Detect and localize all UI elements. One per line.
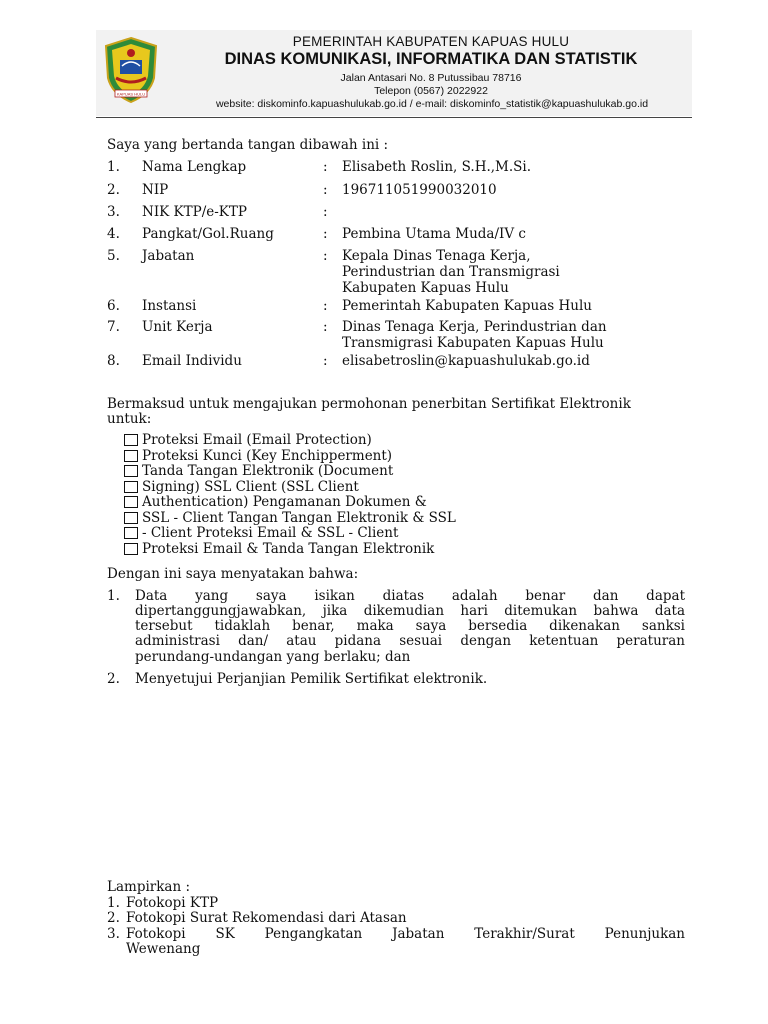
statement-line: tersebut tidaklah benar, maka saya bersedia dikenakan sanksi [135, 618, 685, 634]
option-label: Proteksi Kunci (Key Enchipperment) [142, 448, 393, 464]
field-label: NIK KTP/e-KTP [142, 204, 247, 220]
field-value: Kepala Dinas Tenaga Kerja, [342, 248, 531, 264]
field-colon: : [323, 226, 328, 242]
attachment-number: 3. [107, 926, 120, 942]
field-number: 8. [107, 353, 120, 369]
field-colon: : [323, 159, 328, 175]
field-colon: : [323, 353, 328, 369]
agency-website-email: website: diskominfo.kapuashulukab.go.id / e-mail: diskominfo_statistik@kapuashulukab.go.id [215, 98, 649, 110]
field-value: Pemerintah Kabupaten Kapuas Hulu [342, 298, 592, 314]
agency-address: Jalan Antasari No. 8 Putussibau 78716 [340, 72, 522, 84]
field-label: Instansi [142, 298, 197, 314]
field-value: Kabupaten Kapuas Hulu [342, 280, 509, 296]
statement-line: dipertanggungjawabkan, jika dikemudian hari ditemukan bahwa data [135, 603, 685, 619]
option-checkbox[interactable] [124, 481, 138, 493]
field-label: NIP [142, 182, 169, 198]
agency-phone: Telepon (0567) 2022922 [374, 85, 488, 97]
intro-text: Saya yang bertanda tangan dibawah ini : [107, 137, 389, 153]
statement-number: 1. [107, 588, 120, 604]
field-number: 4. [107, 226, 120, 242]
attachment-label: Wewenang [126, 941, 201, 957]
field-label: Email Individu [142, 353, 242, 369]
field-value: 196711051990032010 [342, 182, 497, 198]
statement-line: Data yang saya isikan diatas adalah benar dan dapat [135, 588, 685, 604]
field-label: Pangkat/Gol.Ruang [142, 226, 274, 242]
option-label: Proteksi Email (Email Protection) [142, 432, 372, 448]
letterhead [96, 30, 692, 116]
statement-number: 2. [107, 671, 120, 687]
field-value: Dinas Tenaga Kerja, Perindustrian dan [342, 319, 607, 335]
attachments-title: Lampirkan : [107, 879, 190, 895]
attachment-label: Fotokopi SK Pengangkatan Jabatan Terakhir/Surat Penunjukan [126, 926, 685, 942]
regency-emblem-logo [102, 36, 160, 104]
field-number: 1. [107, 159, 120, 175]
attachment-number: 2. [107, 910, 120, 926]
field-number: 5. [107, 248, 120, 264]
agency-name: DINAS KOMUNIKASI, INFORMATIKA DAN STATISTIK [224, 50, 638, 68]
purpose-text-line: untuk: [107, 411, 152, 427]
option-label: Proteksi Email & Tanda Tangan Elektronik [142, 541, 435, 557]
option-checkbox[interactable] [124, 450, 138, 462]
field-colon: : [323, 298, 328, 314]
attachment-label: Fotokopi Surat Rekomendasi dari Atasan [126, 910, 407, 926]
option-checkbox[interactable] [124, 512, 138, 524]
field-label: Jabatan [142, 248, 195, 264]
attachment-label: Fotokopi KTP [126, 895, 219, 911]
option-checkbox[interactable] [124, 527, 138, 539]
purpose-text-line: Bermaksud untuk mengajukan permohonan penerbitan Sertifikat Elektronik [107, 396, 631, 412]
option-label: - Client Proteksi Email & SSL - Client [142, 525, 399, 541]
option-label: Tanda Tangan Elektronik (Document [142, 463, 394, 479]
government-name: PEMERINTAH KABUPATEN KAPUAS HULU [292, 34, 570, 49]
letterhead-text [176, 34, 686, 111]
option-label: Authentication) Pengamanan Dokumen & [142, 494, 427, 510]
letterhead-divider [96, 117, 692, 118]
option-label: Signing) SSL Client (SSL Client [142, 479, 359, 495]
statement-line: perundang-undangan yang berlaku; dan [135, 649, 411, 665]
field-colon: : [323, 248, 328, 264]
option-checkbox[interactable] [124, 465, 138, 477]
field-number: 7. [107, 319, 120, 335]
option-label: SSL - Client Tangan Tangan Elektronik & SSL [142, 510, 456, 526]
statement-intro: Dengan ini saya menyatakan bahwa: [107, 566, 359, 582]
option-checkbox[interactable] [124, 434, 138, 446]
field-number: 2. [107, 182, 120, 198]
field-value: Pembina Utama Muda/IV c [342, 226, 526, 242]
field-number: 6. [107, 298, 120, 314]
field-colon: : [323, 204, 328, 220]
field-value: Elisabeth Roslin, S.H.,M.Si. [342, 159, 532, 175]
field-colon: : [323, 182, 328, 198]
field-value: Transmigrasi Kabupaten Kapuas Hulu [342, 335, 604, 351]
option-checkbox[interactable] [124, 496, 138, 508]
statement-line: Menyetujui Perjanjian Pemilik Sertifikat elektronik. [135, 671, 488, 687]
statement-line: administrasi dan/ atau pidana sesuai dengan ketentuan peraturan [135, 633, 685, 649]
field-colon: : [323, 319, 328, 335]
field-value: elisabetroslin@kapuashulukab.go.id [342, 353, 590, 369]
field-label: Unit Kerja [142, 319, 213, 335]
field-value: Perindustrian dan Transmigrasi [342, 264, 560, 280]
attachment-number: 1. [107, 895, 120, 911]
option-checkbox[interactable] [124, 543, 138, 555]
svg-text:KAPUAS HULU: KAPUAS HULU [116, 91, 146, 97]
field-label: Nama Lengkap [142, 159, 247, 175]
field-number: 3. [107, 204, 120, 220]
